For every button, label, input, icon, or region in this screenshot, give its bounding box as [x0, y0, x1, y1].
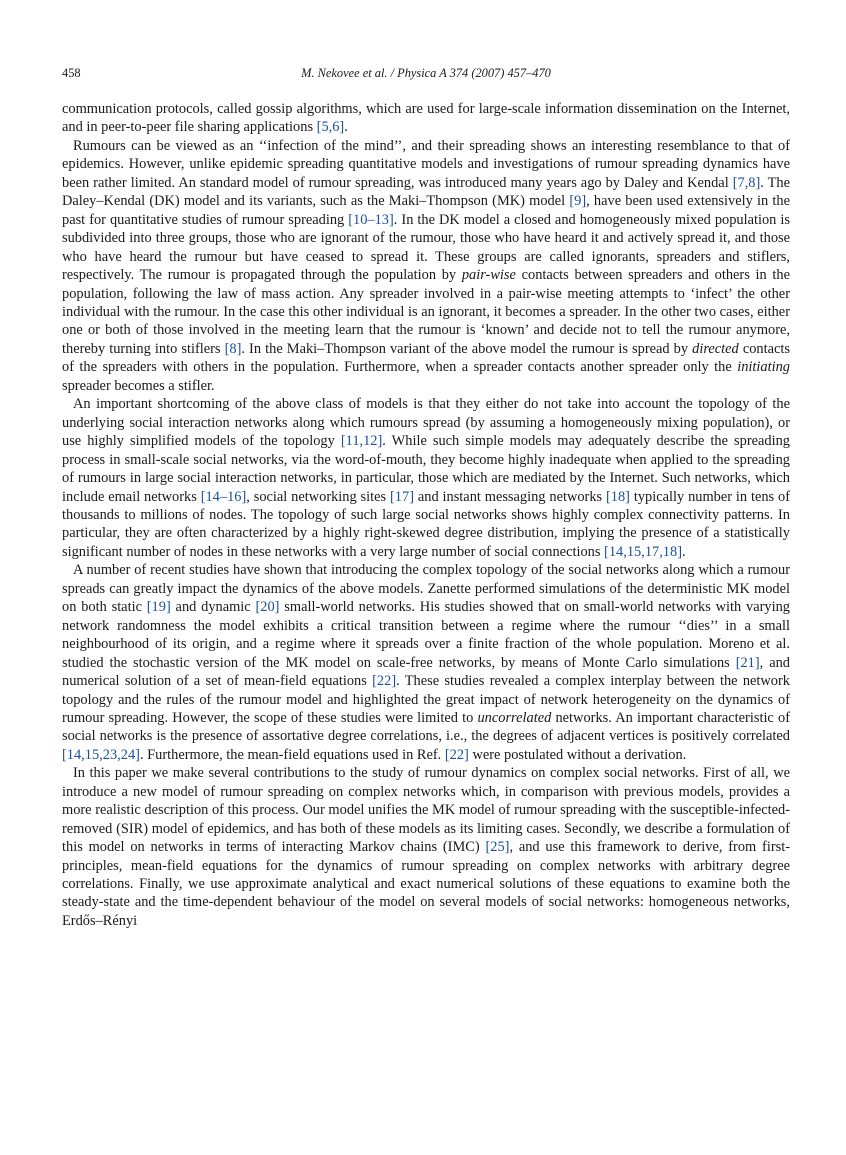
- citation-link[interactable]: [9]: [569, 193, 587, 210]
- paragraph: [62, 764, 790, 930]
- paragraph-text: networks. An important characteristic of social networks is the presence of assortative degree correlations, i.e., the degrees of adjacent vertices is positively correlated: [62, 709, 790, 745]
- paragraph-text: contacts between spreaders and others in the population, following the law of mass action. Any spreader involved in a pair-wise meeting attempts to ‘infect’ the other individual with the rumour. In the case this other individual is an ignorant, it becomes a spreader. In the other two cases, either one or both of those involved in the meeting learn that the rumour is ‘known’ and decide not to tell the rumour anymore, thereby turning into stiflers: [62, 267, 790, 357]
- paragraph-text: and dynamic: [170, 599, 256, 616]
- paragraph: [62, 137, 790, 395]
- paragraph-text: . The Daley–Kendal (DK) model and its variants, such as the Maki–Thompson (MK) model: [62, 174, 790, 210]
- paragraph-text: and instant messaging networks: [414, 488, 606, 505]
- paragraph-text: , have been used extensively in the past for quantitative studies of rumour spreading: [62, 193, 790, 228]
- citation-link[interactable]: [11,12]: [340, 433, 383, 450]
- citation-link[interactable]: [10–13]: [348, 211, 394, 228]
- journal-page: [62, 66, 790, 930]
- paragraph-text: were postulated without a derivation.: [468, 746, 687, 763]
- paragraph-text: typically number in tens of thousands to millions of nodes. The topology of such large social networks shows highly complex connectivity patterns. In particular, they are often characterized by a highly right-skewed degree distribution, implying the presence of a statistically significant number of nodes in these networks with a very large number of social connections: [62, 488, 790, 560]
- emphasis-text: initiating: [737, 359, 790, 376]
- paragraph-text: .: [344, 119, 348, 136]
- citation-link[interactable]: [14,15,17,18]: [604, 543, 682, 560]
- paragraph-text: An important shortcoming of the above class of models is that they either do not take into account the topology of the underlying social interaction networks along which rumours spread (by assuming a homogeneously mixing population), or use highly simplified models of the topology: [62, 396, 790, 450]
- citation-link[interactable]: [5,6]: [316, 119, 345, 136]
- citation-link[interactable]: [14,15,23,24]: [62, 746, 140, 763]
- paragraph-text: .: [682, 543, 686, 560]
- paragraph-text: . In the DK model a closed and homogeneously mixed population is subdivided into three groups, those who are ignorant of the rumour, those who have heard it and actively spread it, and those who have heard the rumour but have ceased to spread it. These groups are called ignorants, spreaders and stiflers, respectively. The rumour is propagated through the population by: [62, 211, 790, 284]
- article-body: [62, 100, 790, 930]
- paragraph-text: . Furthermore, the mean-field equations used in Ref.: [139, 746, 445, 763]
- emphasis-text: directed: [692, 340, 739, 357]
- citation-link[interactable]: [17]: [390, 488, 414, 505]
- paragraph-text: . While such simple models may adequately describe the spreading process in small-scale social networks, via the word-of-mouth, they become highly inadequate when applied to the spreading of rumours in large social interaction networks, in particular, those which are mediated by the Internet. Such networks, which include email networks: [62, 433, 790, 505]
- paragraph-text: A number of recent studies have shown that introducing the complex topology of the social networks along which a rumour spreads can greatly impact the dynamics of the above models. Zanette performed simulations of the deterministic MK model on both static: [62, 562, 790, 616]
- running-head: [62, 66, 790, 86]
- citation-link[interactable]: [18]: [606, 488, 630, 505]
- page-number: 458: [62, 66, 81, 80]
- paragraph-text: . These studies revealed a complex interplay between the network topology and the rules of the rumour model and highlighted the great impact of network heterogeneity on the dynamics of rumour spreading. However, the scope of these studies were limited to: [62, 673, 790, 726]
- citation-link[interactable]: [20]: [255, 599, 280, 616]
- paragraph-text: contacts of the spreaders with others in the population. Furthermore, when a spreader contacts another spreader only the: [62, 340, 790, 376]
- citation-link[interactable]: [22]: [444, 746, 469, 763]
- paragraph: [62, 100, 790, 137]
- paragraph-text: , social networking sites: [246, 488, 391, 505]
- journal-reference: M. Nekovee et al. / Physica A 374 (2007) 457–470: [301, 66, 551, 80]
- paragraph: [62, 395, 790, 561]
- citation-link[interactable]: [21]: [735, 654, 760, 671]
- citation-link[interactable]: [25]: [485, 839, 510, 856]
- citation-link[interactable]: [7,8]: [732, 174, 761, 191]
- paragraph-text: , and numerical solution of a set of mean-field equations: [62, 654, 790, 690]
- paragraph-text: . In the Maki–Thompson variant of the above model the rumour is spread by: [241, 340, 693, 357]
- emphasis-text: uncorrelated: [477, 709, 552, 726]
- paragraph-text: communication protocols, called gossip algorithms, which are used for large-scale information dissemination on the Internet, and in peer-to-peer file sharing applications: [62, 101, 790, 136]
- paragraph-text: In this paper we make several contributions to the study of rumour dynamics on complex social networks. First of all, we introduce a new model of rumour spreading on complex networks which, in comparison with previous models, provides a more realistic description of this process. Our model unifies the MK model of rumour spreading with the susceptible-infected-removed (SIR) model of epidemics, and has both of these models as its limiting cases. Secondly, we describe a formulation of this model on networks in terms of interacting Markov chains (IMC): [62, 765, 790, 856]
- paragraph-text: small-world networks. His studies showed that on small-world networks with varying network randomness the model exhibits a critical transition between a regime where the rumour ‘‘dies’’ in a small neighbourhood of its origin, and a regime where it spreads over a finite fraction of the whole population. Moreno et al. studied the stochastic version of the MK model on scale-free networks, by means of Monte Carlo simulations: [62, 599, 790, 671]
- emphasis-text: pair-wise: [461, 267, 516, 284]
- paragraph-text: Rumours can be viewed as an ‘‘infection of the mind’’, and their spreading shows an interesting resemblance to that of epidemics. However, unlike epidemic spreading quantitative models and investigations of rumour spreading dynamics have been rather limited. An standard model of rumour spreading, was introduced many years ago by Daley and Kendal: [62, 137, 790, 191]
- citation-link[interactable]: [22]: [372, 673, 397, 690]
- citation-link[interactable]: [19]: [146, 599, 171, 616]
- paragraph-text: spreader becomes a stifler.: [62, 377, 215, 394]
- paragraph: [62, 561, 790, 764]
- citation-link[interactable]: [8]: [224, 340, 242, 357]
- paragraph-text: , and use this framework to derive, from first-principles, mean-field equations for the dynamics of rumour spreading on complex networks with arbitrary degree correlations. Finally, we use approximate analytical and exact numerical solutions of these equations to examine both the steady-state and the time-dependent behaviour of the model on several models of social networks: homogeneous networks, Erdős–Rényi: [62, 839, 791, 929]
- citation-link[interactable]: [14–16]: [200, 488, 247, 505]
